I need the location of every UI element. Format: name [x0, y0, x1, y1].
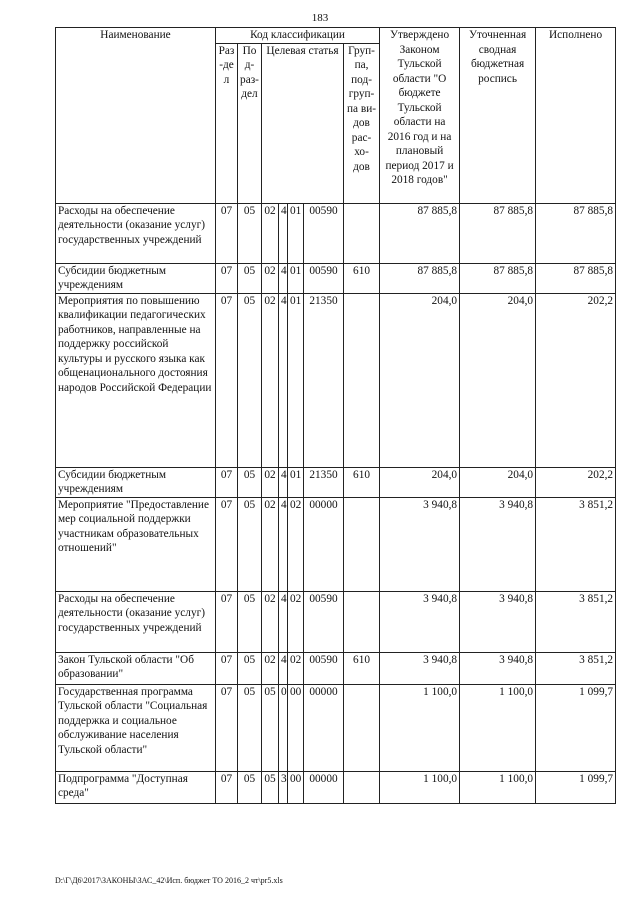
row-target-subprogram: 4 [279, 203, 288, 263]
row-target-program: 02 [262, 293, 279, 467]
row-subsection: 05 [238, 263, 262, 293]
row-name: Государственная программа Тульской области "Социальная поддержка и социальное обслуживание населения Тульской области" [56, 684, 216, 771]
row-target-direction: 00000 [304, 684, 344, 771]
row-target-event: 02 [288, 652, 304, 684]
row-executed: 1 099,7 [536, 684, 616, 771]
row-expense-group [344, 684, 380, 771]
row-expense-group [344, 293, 380, 467]
row-section: 07 [216, 591, 238, 652]
row-target-event: 01 [288, 293, 304, 467]
row-approved: 3 940,8 [380, 497, 460, 591]
table-row [56, 652, 616, 684]
page-number: 183 [311, 12, 329, 24]
row-target-event: 01 [288, 467, 304, 497]
row-name: Расходы на обеспечение деятельности (оказание услуг) государственных учреждений [56, 203, 216, 263]
row-target-direction: 00590 [304, 203, 344, 263]
row-target-subprogram: 4 [279, 467, 288, 497]
header-target: Целевая статья [262, 43, 344, 203]
row-expense-group: 610 [344, 263, 380, 293]
header-subsection: Под-раз-дел [238, 43, 262, 203]
row-target-subprogram: 4 [279, 591, 288, 652]
row-target-event: 01 [288, 263, 304, 293]
row-target-program: 02 [262, 263, 279, 293]
header-code-group: Код классификации [216, 28, 380, 44]
row-refined: 204,0 [460, 293, 536, 467]
row-subsection: 05 [238, 497, 262, 591]
row-target-program: 02 [262, 467, 279, 497]
row-refined: 1 100,0 [460, 771, 536, 803]
row-target-program: 02 [262, 497, 279, 591]
row-executed: 3 851,2 [536, 652, 616, 684]
row-refined: 3 940,8 [460, 591, 536, 652]
row-target-program: 05 [262, 771, 279, 803]
row-executed: 3 851,2 [536, 497, 616, 591]
row-target-subprogram: 0 [279, 684, 288, 771]
row-executed: 3 851,2 [536, 591, 616, 652]
row-approved: 3 940,8 [380, 652, 460, 684]
row-name: Подпрограмма "Доступная среда" [56, 771, 216, 803]
table-row [56, 771, 616, 803]
row-target-program: 02 [262, 591, 279, 652]
row-target-program: 05 [262, 684, 279, 771]
row-approved: 87 885,8 [380, 203, 460, 263]
row-target-event: 00 [288, 771, 304, 803]
row-approved: 204,0 [380, 467, 460, 497]
row-section: 07 [216, 467, 238, 497]
row-subsection: 05 [238, 684, 262, 771]
row-section: 07 [216, 263, 238, 293]
row-section: 07 [216, 771, 238, 803]
row-subsection: 05 [238, 771, 262, 803]
row-target-subprogram: 4 [279, 652, 288, 684]
row-section: 07 [216, 497, 238, 591]
row-target-subprogram: 3 [279, 771, 288, 803]
row-refined: 3 940,8 [460, 652, 536, 684]
row-target-subprogram: 4 [279, 293, 288, 467]
row-target-direction: 00590 [304, 652, 344, 684]
row-name: Закон Тульской области "Об образовании" [56, 652, 216, 684]
row-target-program: 02 [262, 652, 279, 684]
row-target-direction: 00590 [304, 263, 344, 293]
header-refined: Уточненная сводная бюджетная роспись [460, 28, 536, 204]
row-target-event: 00 [288, 684, 304, 771]
row-approved: 87 885,8 [380, 263, 460, 293]
table-row [56, 293, 616, 467]
row-target-direction: 21350 [304, 467, 344, 497]
row-section: 07 [216, 684, 238, 771]
row-expense-group: 610 [344, 652, 380, 684]
row-target-program: 02 [262, 203, 279, 263]
table-row [56, 591, 616, 652]
row-expense-group [344, 771, 380, 803]
row-approved: 1 100,0 [380, 771, 460, 803]
table-row [56, 684, 616, 771]
row-name: Мероприятие "Предоставление мер социальной поддержки участникам образовательных отношений" [56, 497, 216, 591]
row-refined: 87 885,8 [460, 263, 536, 293]
header-name: Наименование [56, 28, 216, 204]
header-expense-group: Груп-па, под-груп-па ви-дов рас-хо-дов [344, 43, 380, 203]
row-subsection: 05 [238, 467, 262, 497]
table-row [56, 467, 616, 497]
row-executed: 202,2 [536, 293, 616, 467]
row-name: Мероприятия по повышению квалификации педагогических работников, направленные на поддержку российской культуры и русского языка как общенационального достояния народов Российской Федерации [56, 293, 216, 467]
row-expense-group: 610 [344, 467, 380, 497]
row-executed: 87 885,8 [536, 203, 616, 263]
row-executed: 1 099,7 [536, 771, 616, 803]
row-name: Субсидии бюджетным учреждениям [56, 467, 216, 497]
footer-file-path: D:\Г\Д6\2017\ЗАКОНЫ\ЗАС_42\Исп. бюджет ТО 2016_2 чт\pr5.xls [55, 876, 283, 885]
row-target-event: 01 [288, 203, 304, 263]
row-target-subprogram: 4 [279, 497, 288, 591]
header-section: Раз-дел [216, 43, 238, 203]
row-section: 07 [216, 293, 238, 467]
row-expense-group [344, 203, 380, 263]
row-refined: 87 885,8 [460, 203, 536, 263]
row-target-direction: 00000 [304, 497, 344, 591]
row-refined: 204,0 [460, 467, 536, 497]
row-executed: 202,2 [536, 467, 616, 497]
budget-table [55, 27, 616, 804]
row-name: Расходы на обеспечение деятельности (оказание услуг) государственных учреждений [56, 591, 216, 652]
table-row [56, 263, 616, 293]
row-approved: 3 940,8 [380, 591, 460, 652]
row-target-direction: 21350 [304, 293, 344, 467]
row-refined: 3 940,8 [460, 497, 536, 591]
table-row [56, 203, 616, 263]
row-target-event: 02 [288, 591, 304, 652]
header-approved: Утверждено Законом Тульской области "О бюджете Тульской области на 2016 год и на плановый период 2017 и 2018 годов" [380, 28, 460, 204]
row-subsection: 05 [238, 652, 262, 684]
row-refined: 1 100,0 [460, 684, 536, 771]
row-target-direction: 00000 [304, 771, 344, 803]
row-subsection: 05 [238, 203, 262, 263]
row-executed: 87 885,8 [536, 263, 616, 293]
row-target-subprogram: 4 [279, 263, 288, 293]
row-expense-group [344, 497, 380, 591]
row-name: Субсидии бюджетным учреждениям [56, 263, 216, 293]
row-subsection: 05 [238, 293, 262, 467]
row-target-event: 02 [288, 497, 304, 591]
row-expense-group [344, 591, 380, 652]
table-row [56, 497, 616, 591]
row-approved: 204,0 [380, 293, 460, 467]
row-section: 07 [216, 652, 238, 684]
row-approved: 1 100,0 [380, 684, 460, 771]
row-section: 07 [216, 203, 238, 263]
header-executed: Исполнено [536, 28, 616, 204]
row-subsection: 05 [238, 591, 262, 652]
row-target-direction: 00590 [304, 591, 344, 652]
